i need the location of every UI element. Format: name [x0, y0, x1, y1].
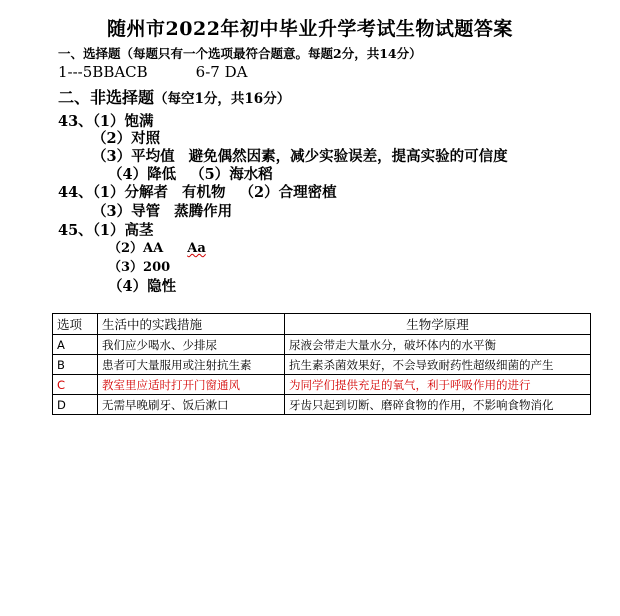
q44-line2: [92, 200, 232, 221]
q43-a1-label: （1）: [92, 113, 125, 130]
row-principle: 尿液会带走大量水分，破坏体内的水平衡: [285, 335, 591, 355]
q43-a2: 对照: [131, 130, 161, 147]
q43-a5-label: （5）: [190, 166, 230, 183]
q45-line3: [108, 256, 170, 275]
q44-number: 44、: [58, 184, 93, 201]
row-option: C: [53, 375, 98, 395]
section1-note: （每题只有一个选项最符合题意。每题2分，共14分）: [120, 46, 422, 61]
row-practice: 我们应少喝水、少排尿: [98, 335, 285, 355]
q44-a3-first: 导管: [131, 203, 161, 220]
q45-a4: 隐性: [147, 278, 177, 295]
row-practice: 患者可大量服用或注射抗生素: [98, 355, 285, 375]
q45-number: 45、: [58, 222, 93, 239]
q45-a2-first: AA: [143, 241, 164, 256]
q44-a3-second: 蒸腾作用: [174, 203, 233, 220]
row-practice: 教室里应适时打开门窗通风: [98, 375, 285, 395]
table-header-row: [53, 314, 591, 335]
q44-line1: [58, 181, 337, 202]
table-row: [53, 395, 591, 415]
q43-a1: 饱满: [124, 113, 154, 130]
q45-line4: [108, 275, 176, 296]
section2-heading: [58, 85, 290, 108]
header-practice: 生活中的实践措施: [98, 314, 285, 335]
row-practice: 无需早晚刷牙、饭后漱口: [98, 395, 285, 415]
q43-a5: 海水稻: [229, 166, 273, 183]
q43-a2-label: （2）: [92, 130, 132, 147]
q44-a1-second: 有机物: [182, 184, 226, 201]
row-option: A: [53, 335, 98, 355]
q44-a1-first: 分解者: [124, 184, 169, 201]
row-principle: 牙齿只起到切断、磨碎食物的作用，不影响食物消化: [285, 395, 591, 415]
q44-a1-label: （1）: [92, 184, 125, 201]
table-row: [53, 335, 591, 355]
q43-a3-value: 平均值: [131, 148, 175, 165]
q45-a4-label: （4）: [108, 278, 148, 295]
section2-note: （每空1分，共16分）: [154, 91, 291, 107]
row-principle: 抗生素杀菌效果好，不会导致耐药性超级细菌的产生: [285, 355, 591, 375]
table-row: [53, 355, 591, 375]
q43-a3-reason: 避免偶然因素，减少实验误差，提高实验的可信度: [188, 148, 508, 165]
q45-a2-label: （2）: [108, 241, 144, 256]
header-principle: 生物学原理: [285, 314, 591, 335]
q44-a2-label: （2）: [239, 184, 279, 201]
row-principle: 为同学们提供充足的氧气，利于呼吸作用的进行: [285, 375, 591, 395]
q45-a1-label: （1）: [92, 222, 125, 239]
answers-6-7: 6-7 DA: [195, 63, 248, 81]
q45-a3-label: （3）: [108, 260, 144, 275]
q45-a1: 高茎: [124, 222, 154, 239]
section2-title: 二、非选择题: [58, 88, 155, 107]
q44-a3-label: （3）: [92, 203, 132, 220]
q43-a4-label: （4）: [108, 166, 148, 183]
q45-line2: [108, 237, 206, 256]
q45-a2-second: Aa: [187, 241, 206, 256]
q43-a4: 降低: [147, 166, 177, 183]
table-row-highlighted: [53, 375, 591, 395]
section1-answers: [58, 63, 247, 81]
principles-table: [52, 313, 591, 415]
q45-a3: 200: [143, 260, 171, 275]
header-option: 选项: [53, 314, 98, 335]
q43-a3-label: （3）: [92, 148, 132, 165]
page-title: 随州市2022年初中毕业升学考试生物试题答案: [107, 18, 513, 40]
row-option: B: [53, 355, 98, 375]
q43-number: 43、: [58, 113, 93, 130]
section1-title: 一、选择题: [58, 46, 121, 61]
answers-1-5: 1---5BBACB: [58, 63, 148, 81]
section1-heading: [58, 44, 422, 62]
row-option: D: [53, 395, 98, 415]
q44-a2: 合理密植: [278, 184, 337, 201]
